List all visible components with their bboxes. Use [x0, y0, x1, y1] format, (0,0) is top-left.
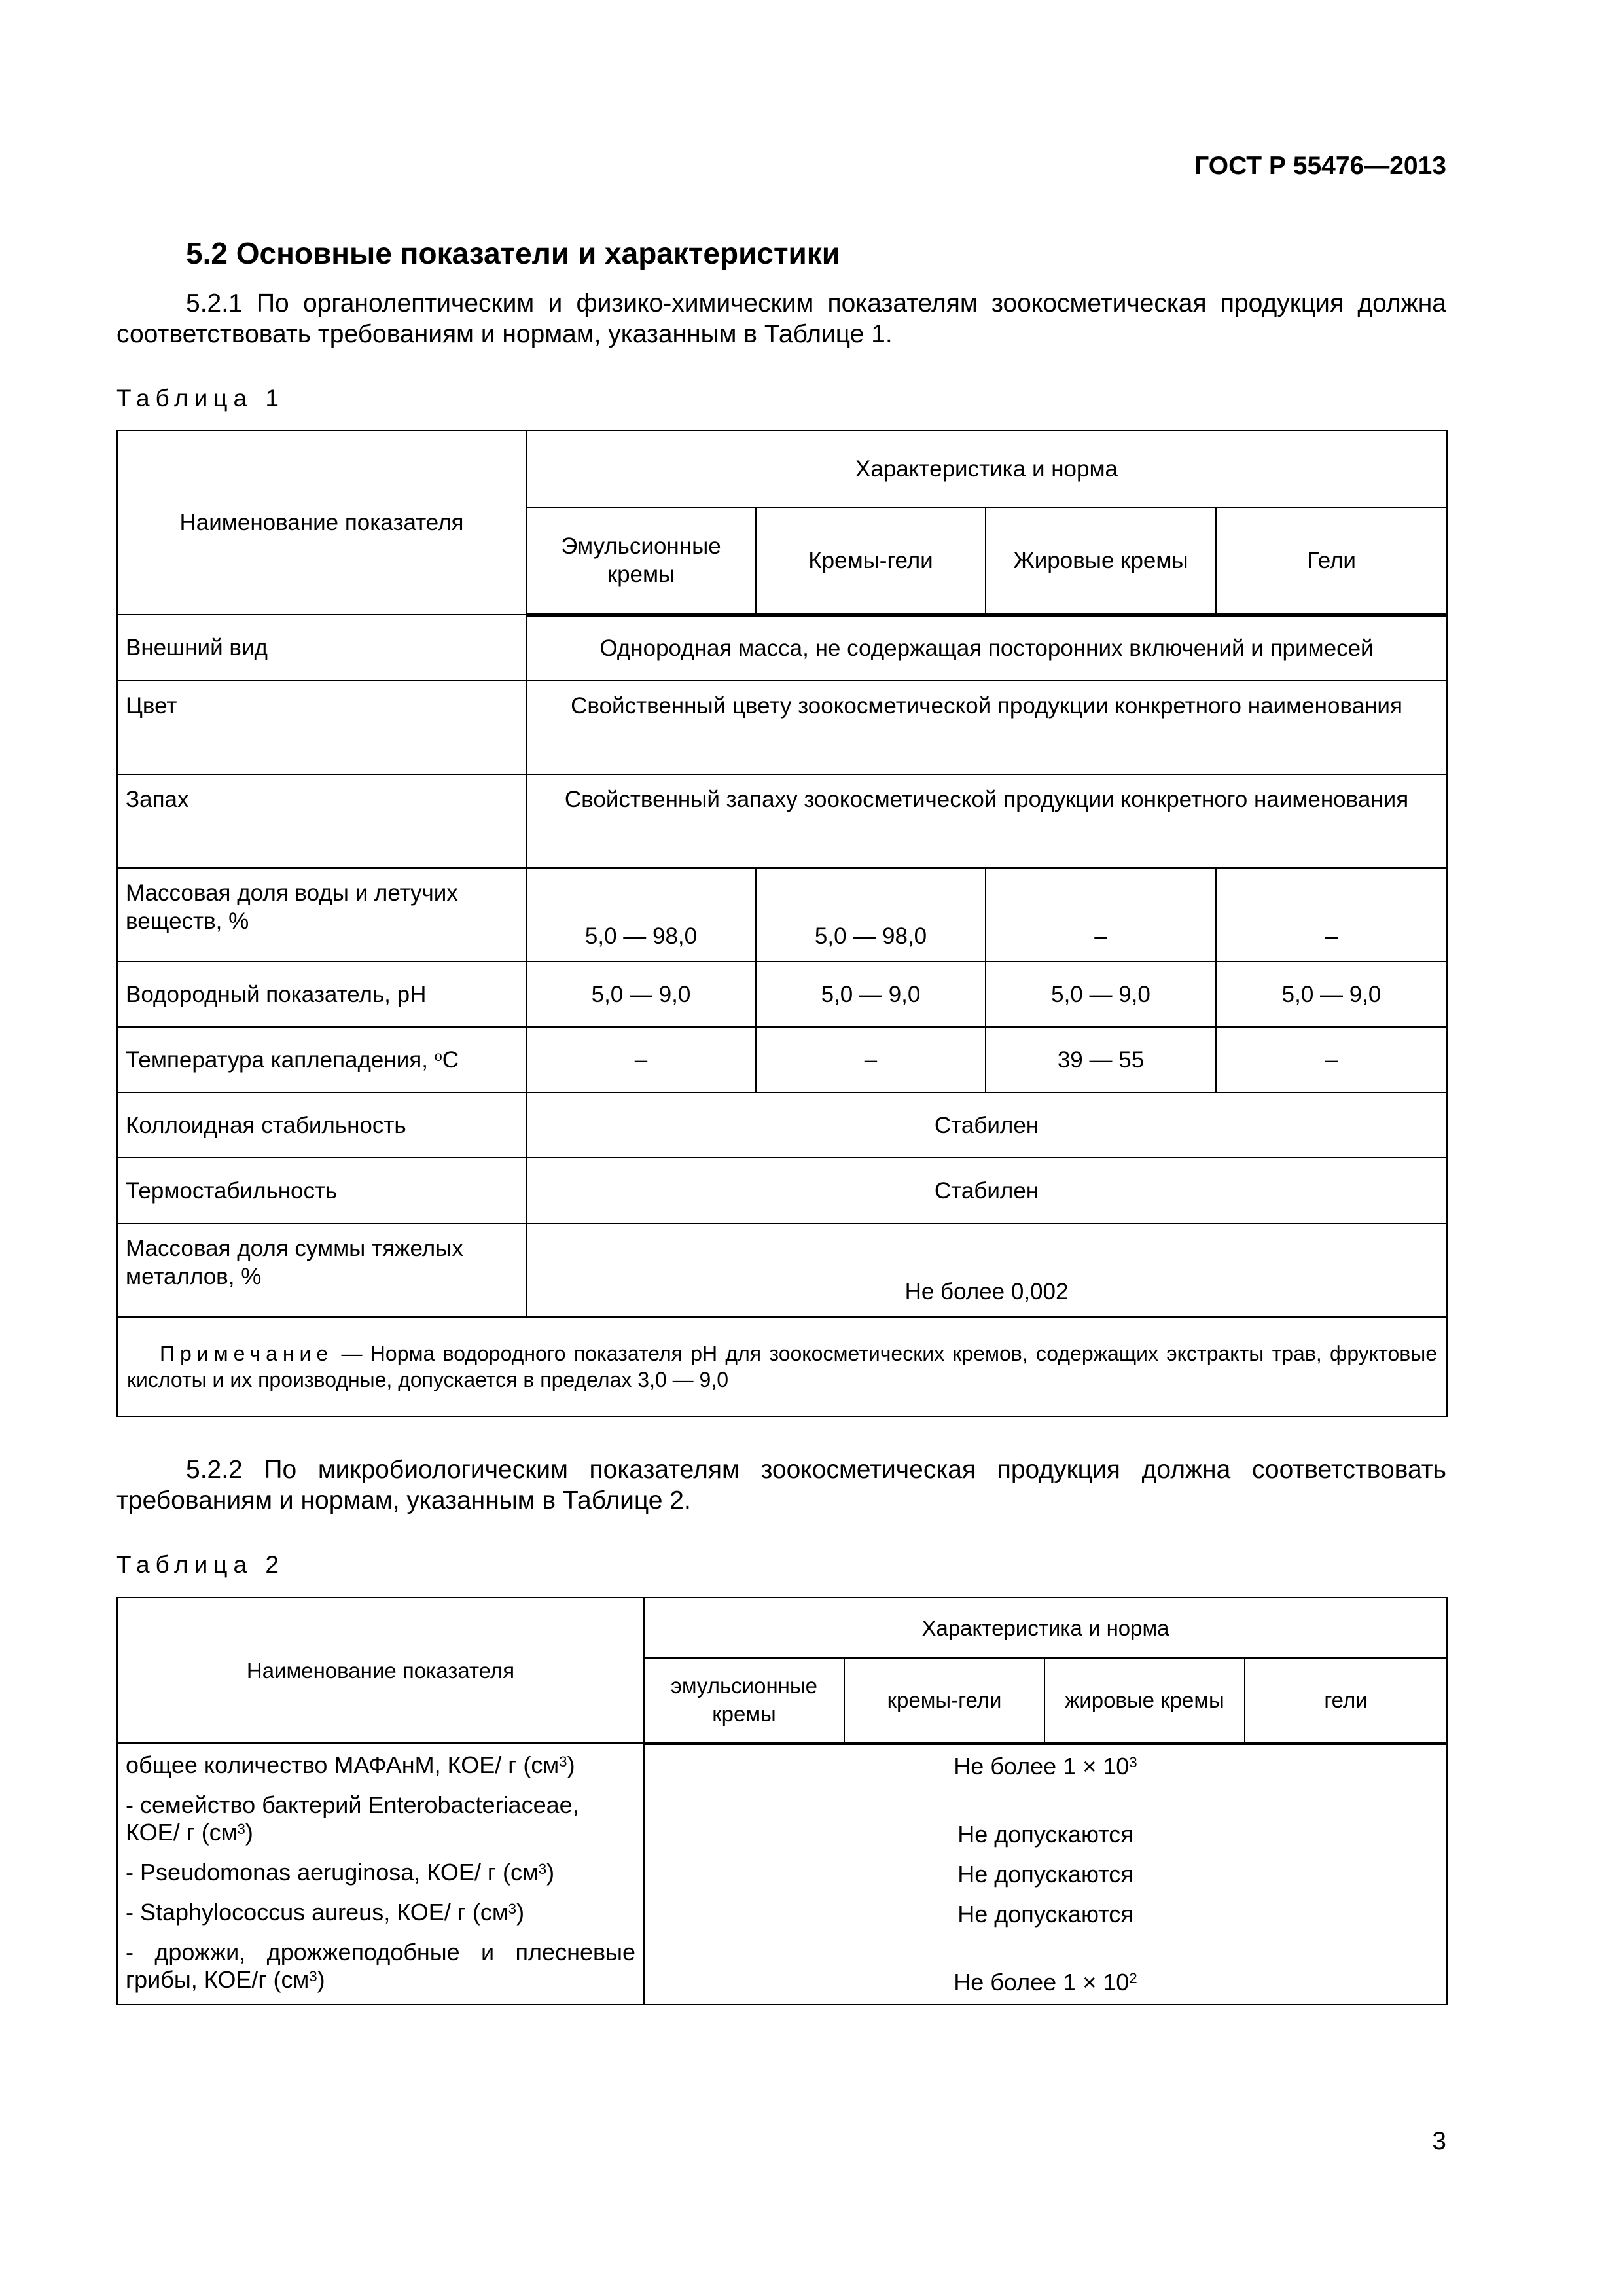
table-row — [117, 774, 1447, 868]
row-value: 5,0 — 9,0 — [756, 961, 986, 1027]
table-row — [117, 1743, 1447, 2005]
table2-header-name: Наименование показателя — [117, 1598, 644, 1743]
paragraph-number: 5.2.1 — [186, 289, 243, 317]
item-text: общее количество МАФАнМ, КОЕ/ г (см — [126, 1751, 560, 1778]
value-item — [652, 1901, 1438, 1928]
value-text: Не более 1 × 10 — [954, 1968, 1130, 1996]
table1-col-header: Гели — [1216, 507, 1447, 615]
row-label — [117, 1027, 526, 1092]
row-value: – — [1216, 868, 1447, 961]
row-value: 5,0 — 98,0 — [526, 868, 756, 961]
row-label: Коллоидная стабильность — [117, 1092, 526, 1158]
row-label: Водородный показатель, pH — [117, 961, 526, 1027]
paragraph-5-2-2 — [116, 1454, 1446, 1516]
label-text: Температура каплепадения, — [126, 1047, 435, 1073]
row-value: 5,0 — 9,0 — [986, 961, 1216, 1027]
row-value: Стабилен — [526, 1092, 1447, 1158]
row-value: 5,0 — 9,0 — [1216, 961, 1447, 1027]
item-text: ) — [567, 1751, 575, 1778]
table1-col-header: Жировые кремы — [986, 507, 1216, 615]
section-title: 5.2 Основные показатели и характеристики — [186, 236, 841, 270]
row-value: 39 — 55 — [986, 1027, 1216, 1092]
table1-header-group: Характеристика и норма — [526, 431, 1447, 507]
row-value: – — [756, 1027, 986, 1092]
table1-note — [117, 1317, 1447, 1416]
table1-caption: Таблица 1 — [116, 385, 285, 412]
document-code: ГОСТ Р 55476—2013 — [1194, 152, 1446, 180]
row-value: Свойственный запаху зоокосметической продукции конкретного наименования — [526, 774, 1447, 868]
row-value: Стабилен — [526, 1158, 1447, 1223]
row-value: Не более 0,002 — [526, 1223, 1447, 1317]
table-1 — [116, 430, 1448, 1417]
note-label: Примечание — [160, 1342, 334, 1365]
superscript: 3 — [309, 1967, 317, 1984]
superscript: 3 — [1129, 1754, 1137, 1771]
table-row — [117, 1158, 1447, 1223]
table-row — [117, 1027, 1447, 1092]
paragraph-5-2-1 — [116, 288, 1446, 350]
row-value: – — [526, 1027, 756, 1092]
list-item — [126, 1791, 635, 1846]
label-text: C — [442, 1047, 459, 1073]
table2-col-header: гели — [1245, 1658, 1447, 1743]
row-label: Цвет — [117, 681, 526, 774]
table1-header-name: Наименование показателя — [117, 431, 526, 615]
item-text: ) — [546, 1859, 555, 1886]
table-note-row — [117, 1317, 1447, 1416]
row-value: – — [1216, 1027, 1447, 1092]
item-text: ) — [317, 1966, 325, 1993]
row-value: Однородная масса, не содержащая посторонних включений и примесей — [526, 615, 1447, 681]
table2-caption: Таблица 2 — [116, 1551, 285, 1578]
table-row — [117, 868, 1447, 961]
row-label: Термостабильность — [117, 1158, 526, 1223]
table2-col-header: жировые кремы — [1044, 1658, 1245, 1743]
value-text: Не более 1 × 10 — [954, 1752, 1130, 1780]
superscript: 3 — [538, 1860, 547, 1877]
superscript: 3 — [237, 1820, 245, 1837]
row-value: Свойственный цвету зоокосметической продукции конкретного наименования — [526, 681, 1447, 774]
value-item — [652, 1821, 1438, 1848]
indicator-list — [117, 1743, 644, 2005]
table2-col-header: кремы-гели — [844, 1658, 1044, 1743]
table-row — [117, 1223, 1447, 1317]
table-row — [117, 1092, 1447, 1158]
item-text: - Pseudomonas aeruginosa, КОЕ/ г (см — [126, 1859, 539, 1886]
item-text: - семейство бактерий Enterobacteriaceae, КОЕ/ г (см — [126, 1791, 579, 1846]
value-item — [652, 1969, 1438, 1996]
row-value: 5,0 — 9,0 — [526, 961, 756, 1027]
superscript: 2 — [1129, 1970, 1137, 1987]
table-row — [117, 961, 1447, 1027]
item-text: ) — [245, 1819, 253, 1846]
row-value: 5,0 — 98,0 — [756, 868, 986, 961]
table-2 — [116, 1597, 1448, 2005]
row-label: Массовая доля суммы тяжелых металлов, % — [117, 1223, 526, 1317]
paragraph-text: По микробиологическим показателям зоокосметическая продукция должна соответствовать требованиям и нормам, указанным в Таблице 2. — [116, 1456, 1446, 1515]
list-item — [126, 1939, 635, 1994]
note-text: — Норма водородного показателя pH для зоокосметических кремов, содержащих экстракты трав, фруктовые кислоты и их производные, допускается в пределах 3,0 — 9,0 — [127, 1342, 1438, 1391]
list-item — [126, 1899, 635, 1926]
value-text: Не допускаются — [957, 1820, 1133, 1848]
paragraph-number: 5.2.2 — [186, 1456, 243, 1484]
item-text: - дрожжи, дрожжеподобные и плесневые грибы, КОЕ/г (см — [126, 1939, 635, 1993]
value-list — [644, 1743, 1447, 2005]
list-item — [126, 1859, 635, 1886]
row-label: Массовая доля воды и летучих веществ, % — [117, 868, 526, 961]
item-text: ) — [516, 1899, 525, 1926]
table2-col-header: эмульсионные кремы — [644, 1658, 844, 1743]
superscript: o — [434, 1047, 442, 1064]
table2-header-group: Характеристика и норма — [644, 1598, 1447, 1658]
value-text: Не допускаются — [957, 1900, 1133, 1928]
row-value: – — [986, 868, 1216, 961]
value-item — [652, 1753, 1438, 1780]
table-row — [117, 681, 1447, 774]
page-number: 3 — [1432, 2127, 1446, 2155]
paragraph-text: По органолептическим и физико-химическим показателям зоокосметическая продукция должна соответствовать требованиям и нормам, указанным в Таблице 1. — [116, 289, 1446, 348]
superscript: 3 — [559, 1753, 567, 1770]
item-text: - Staphylococcus aureus, КОЕ/ г (см — [126, 1899, 508, 1926]
table-row — [117, 615, 1447, 681]
superscript: 3 — [508, 1900, 517, 1917]
value-text: Не допускаются — [957, 1860, 1133, 1888]
list-item — [126, 1751, 635, 1779]
row-label: Внешний вид — [117, 615, 526, 681]
table1-col-header: Кремы-гели — [756, 507, 986, 615]
table1-col-header: Эмульсионные кремы — [526, 507, 756, 615]
value-item — [652, 1861, 1438, 1888]
row-label: Запах — [117, 774, 526, 868]
